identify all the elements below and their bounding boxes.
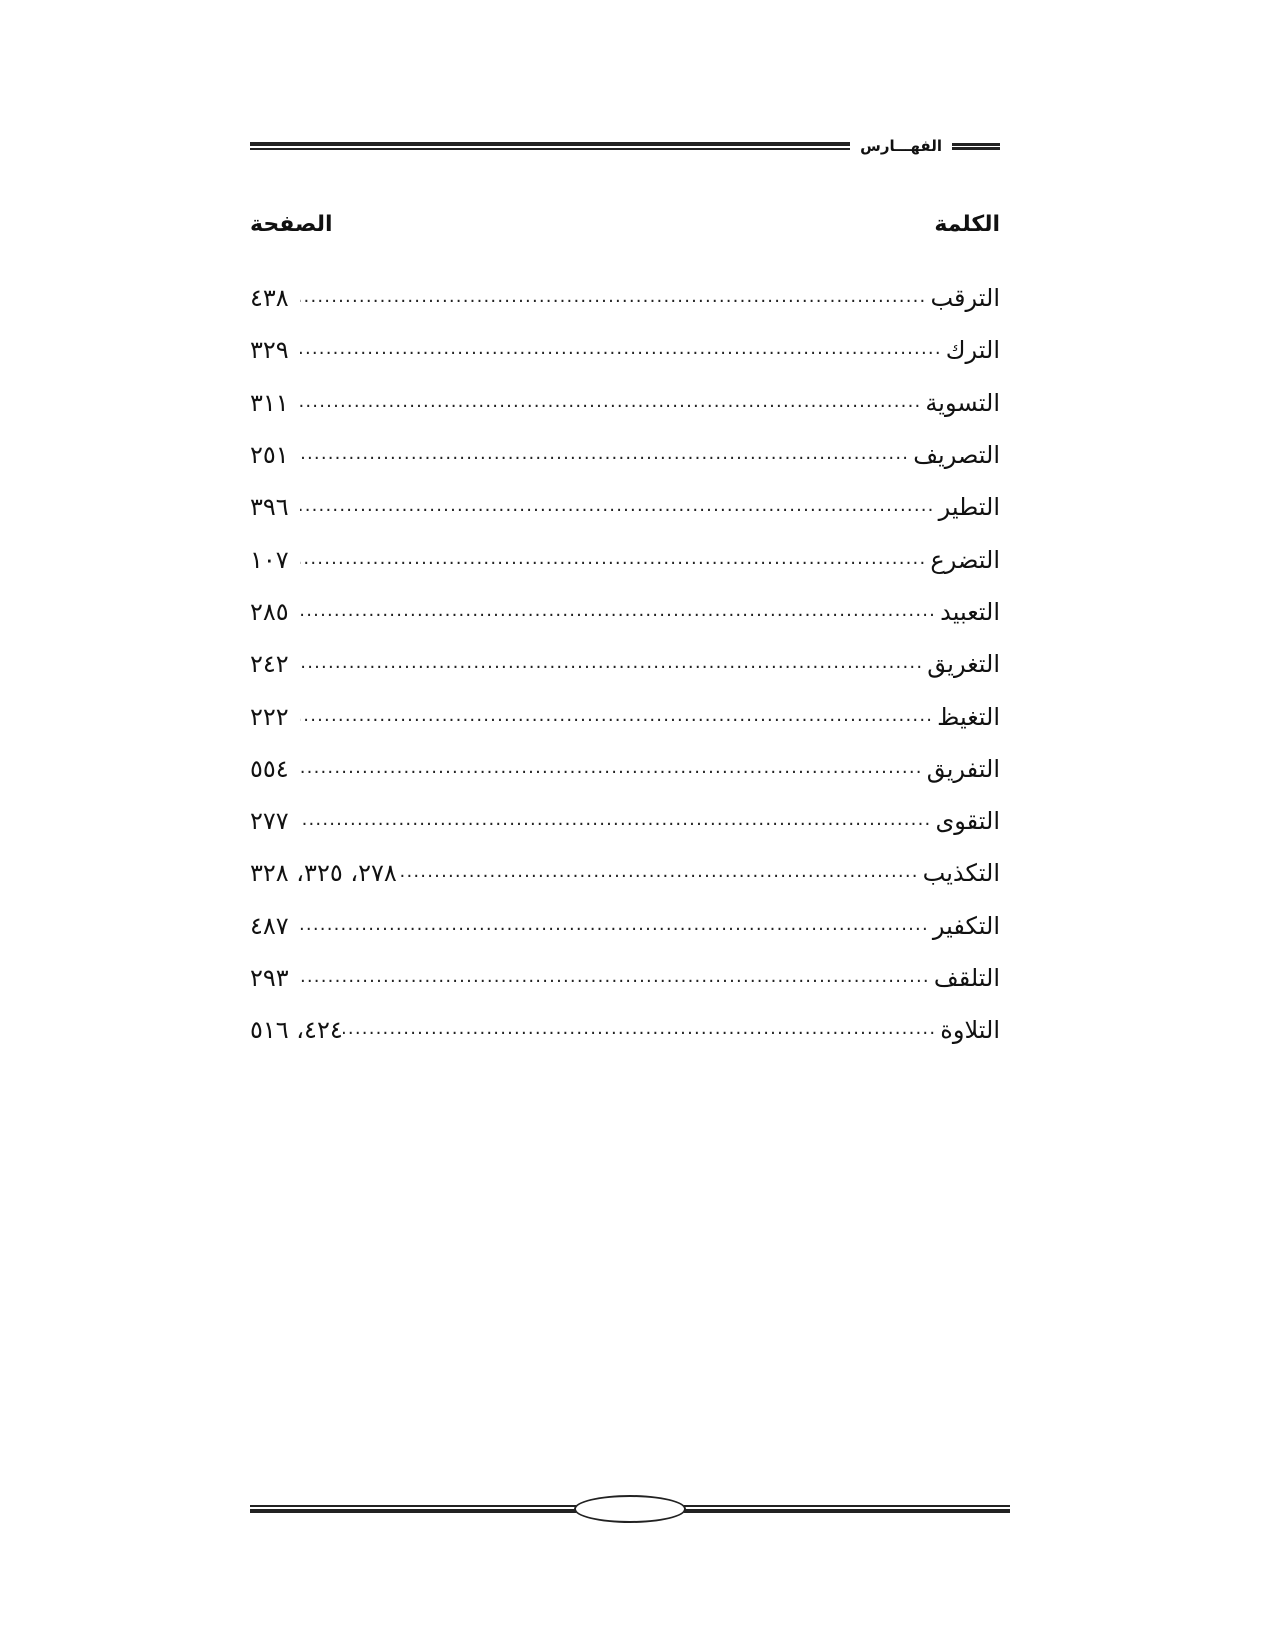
index-entry bbox=[250, 272, 1000, 324]
entry-term: التغريق bbox=[927, 650, 1000, 679]
entry-pages: ٤٨٧ bbox=[250, 911, 289, 940]
dot-leader bbox=[300, 649, 923, 679]
entry-term: التفريق bbox=[926, 754, 1000, 783]
entry-term: الترك bbox=[945, 336, 1000, 365]
page-footer bbox=[250, 1492, 1010, 1526]
entry-pages: ٤٢٤، ٥١٦ bbox=[250, 1016, 343, 1045]
entry-term: التغيظ bbox=[937, 702, 1000, 731]
index-entry bbox=[250, 847, 1000, 899]
page-number-oval bbox=[574, 1495, 686, 1523]
entry-term: التضرع bbox=[930, 545, 1000, 574]
index-entry bbox=[250, 481, 1000, 533]
index-entry bbox=[250, 690, 1000, 742]
index-entry bbox=[250, 952, 1000, 1004]
index-entry bbox=[250, 900, 1000, 952]
entry-pages: ٢٧٨، ٣٢٥، ٣٢٨ bbox=[250, 859, 397, 888]
index-entry bbox=[250, 429, 1000, 481]
entry-term: التكفير bbox=[932, 911, 1000, 940]
dot-leader bbox=[343, 1015, 937, 1045]
dot-leader bbox=[300, 702, 933, 732]
entry-term: التعبيد bbox=[940, 597, 1000, 626]
index-entry bbox=[250, 743, 1000, 795]
entry-pages: ٢٤٢ bbox=[250, 650, 289, 679]
entry-pages: ٣٩٦ bbox=[250, 493, 289, 522]
footer-rule-right bbox=[684, 1505, 1010, 1513]
entry-term: التكذيب bbox=[922, 859, 1000, 888]
header-rule-long bbox=[250, 142, 850, 150]
entry-pages: ١٠٧ bbox=[250, 545, 289, 574]
entry-pages: ٤٣٨ bbox=[250, 284, 289, 313]
entry-term: الترقب bbox=[930, 284, 1000, 313]
dot-leader bbox=[300, 492, 935, 522]
entry-term: التطير bbox=[938, 493, 1000, 522]
entry-term: التلاوة bbox=[940, 1016, 1000, 1045]
entry-pages: ٢٨٥ bbox=[250, 597, 289, 626]
entry-term: التسوية bbox=[925, 388, 1000, 417]
entry-pages: ٣١١ bbox=[250, 388, 289, 417]
running-header bbox=[250, 135, 1000, 157]
dot-leader bbox=[300, 806, 931, 836]
index-entry bbox=[250, 377, 1000, 429]
entry-pages: ٢٧٧ bbox=[250, 807, 289, 836]
index-list bbox=[250, 272, 1000, 1056]
header-rule-short bbox=[952, 143, 1000, 150]
entry-pages: ٥٥٤ bbox=[250, 754, 289, 783]
dot-leader bbox=[397, 858, 919, 888]
column-heading-word: الكلمة bbox=[934, 212, 1000, 237]
index-entry bbox=[250, 586, 1000, 638]
dot-leader bbox=[300, 911, 929, 941]
column-heading-page: الصفحة bbox=[250, 212, 333, 237]
entry-pages: ٢٢٢ bbox=[250, 702, 289, 731]
index-entry bbox=[250, 795, 1000, 847]
dot-leader bbox=[300, 963, 930, 993]
footer-rule-left bbox=[250, 1505, 576, 1513]
dot-leader bbox=[300, 335, 942, 365]
dot-leader bbox=[300, 597, 936, 627]
dot-leader bbox=[300, 545, 926, 575]
entry-term: التقوى bbox=[935, 807, 1000, 836]
entry-term: التلقف bbox=[933, 964, 1000, 992]
dot-leader bbox=[300, 388, 921, 418]
index-entry bbox=[250, 533, 1000, 585]
running-title: الفهـــارس bbox=[860, 137, 942, 155]
entry-term: التصريف bbox=[913, 441, 1000, 470]
index-entry bbox=[250, 1004, 1000, 1056]
entry-pages: ٣٢٩ bbox=[250, 336, 289, 365]
index-entry bbox=[250, 638, 1000, 690]
index-entry bbox=[250, 324, 1000, 376]
entry-pages: ٢٩٣ bbox=[250, 964, 289, 992]
column-headings bbox=[250, 212, 1000, 237]
dot-leader bbox=[300, 440, 909, 470]
entry-pages: ٢٥١ bbox=[250, 441, 289, 470]
dot-leader bbox=[300, 283, 926, 313]
dot-leader bbox=[300, 754, 923, 784]
